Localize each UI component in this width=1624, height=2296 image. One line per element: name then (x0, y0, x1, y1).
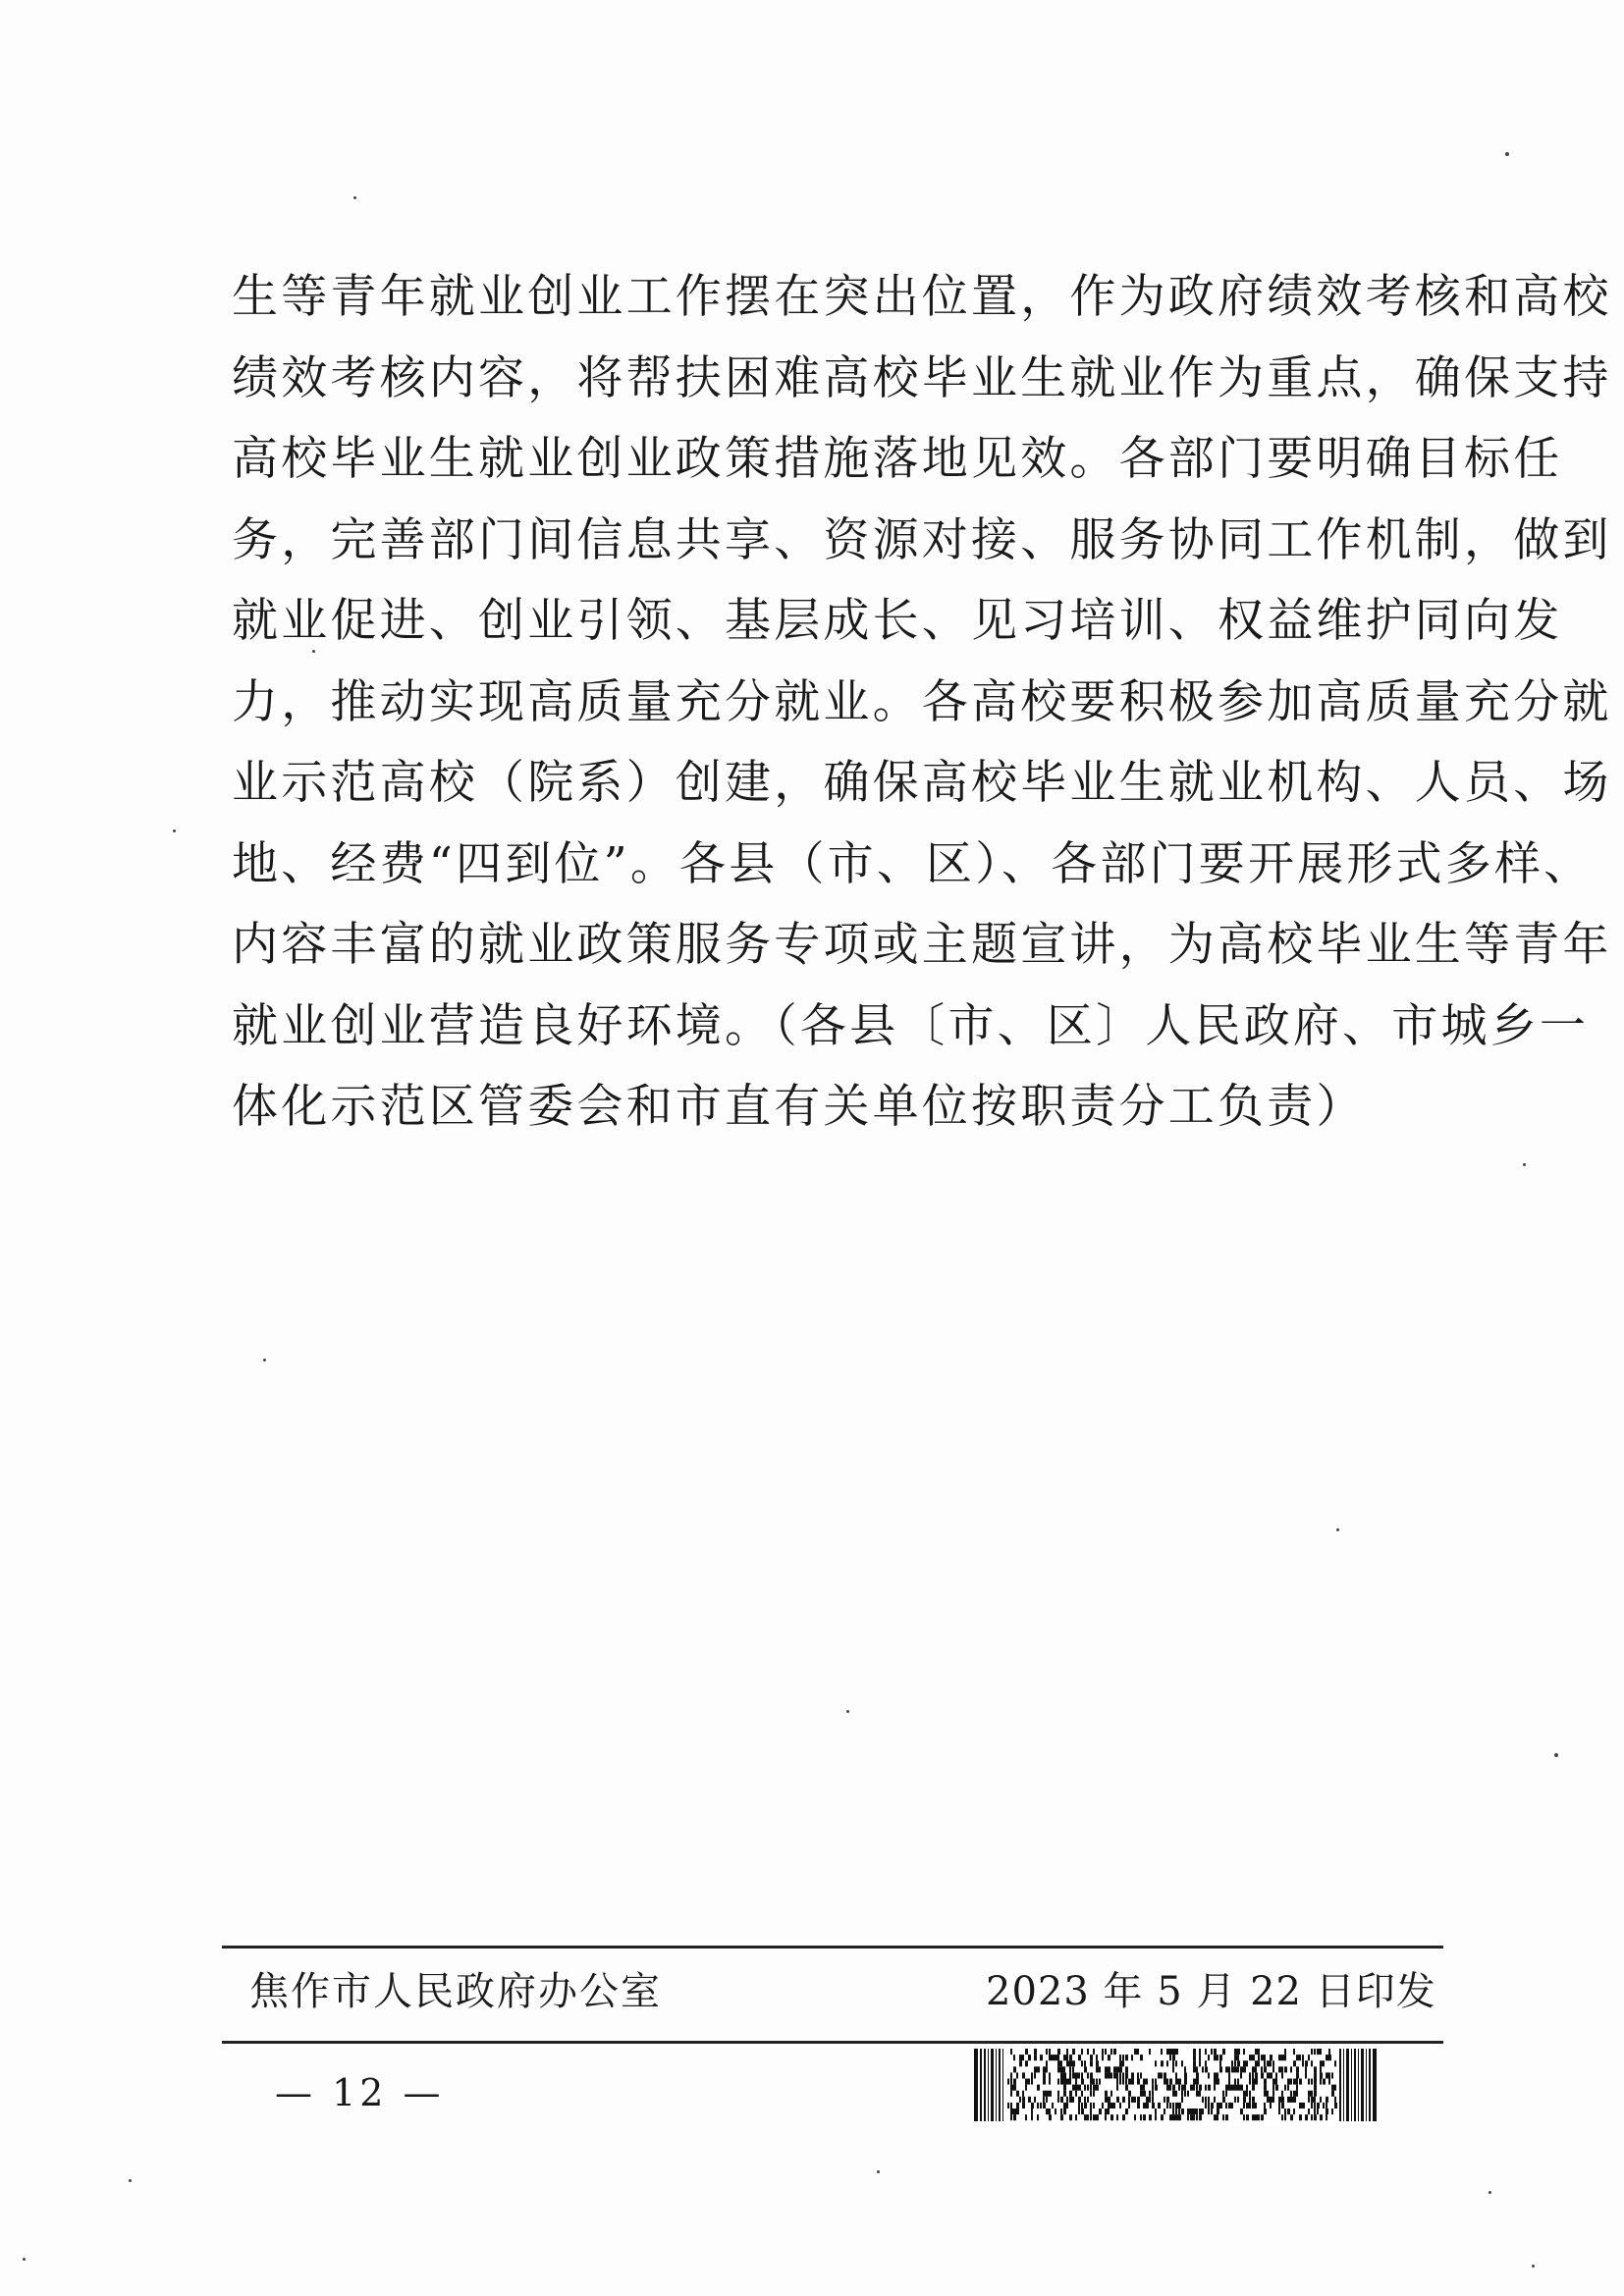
scan-speck (263, 1359, 266, 1362)
scan-speck (23, 2258, 26, 2261)
scan-speck (173, 829, 176, 832)
scan-speck (877, 2170, 880, 2173)
scan-speck (312, 650, 315, 653)
body-line: 生等青年就业创业工作摆在突出位置，作为政府绩效考核和高校 (232, 270, 1612, 324)
scan-speck (1336, 1528, 1339, 1531)
barcode-icon (974, 2049, 1377, 2121)
body-line: 就业创业营造良好环境。（各县〔市、区〕人民政府、市城乡一 (232, 998, 1590, 1053)
scan-speck (846, 1710, 849, 1713)
body-line: 体化示范区管委会和市直有关单位按职责分工负责） (232, 1080, 1366, 1134)
body-line: 就业促进、创业引领、基层成长、见习培训、权益维护同向发 (232, 594, 1563, 648)
page-number: — 12 — (275, 2071, 445, 2114)
footer-date: 2023 年 5 月 22 日印发 (986, 1969, 1436, 2014)
scan-speck (353, 196, 356, 199)
scan-speck (1554, 1753, 1558, 1757)
body-line: 力，推动实现高质量充分就业。各高校要积极参加高质量充分就 (232, 674, 1612, 729)
body-line: 务，完善部门间信息共享、资源对接、服务协同工作机制，做到 (232, 512, 1612, 567)
body-line: 业示范高校（院系）创建，确保高校毕业生就业机构、人员、场 (232, 756, 1612, 810)
body-line: 绩效考核内容，将帮扶困难高校毕业生就业作为重点，确保支持 (232, 350, 1612, 405)
footer-rule-bottom (222, 2041, 1443, 2044)
scan-speck (1489, 2191, 1491, 2194)
footer-issuer: 焦作市人民政府办公室 (249, 1969, 662, 2014)
body-line: 地、经费“四到位”。各县（市、区）、各部门要开展形式多样、 (232, 836, 1594, 891)
scan-speck (129, 2179, 132, 2182)
scan-speck (1505, 152, 1509, 156)
body-line: 内容丰富的就业政策服务专项或主题宣讲，为高校毕业生等青年 (232, 918, 1612, 972)
body-text (232, 257, 1612, 1148)
footer-rule-top (222, 1946, 1443, 1949)
scan-speck (1523, 1163, 1526, 1166)
body-line: 高校毕业生就业创业政策措施落地见效。各部门要明确目标任 (232, 432, 1563, 486)
scan-speck (1532, 2265, 1535, 2268)
